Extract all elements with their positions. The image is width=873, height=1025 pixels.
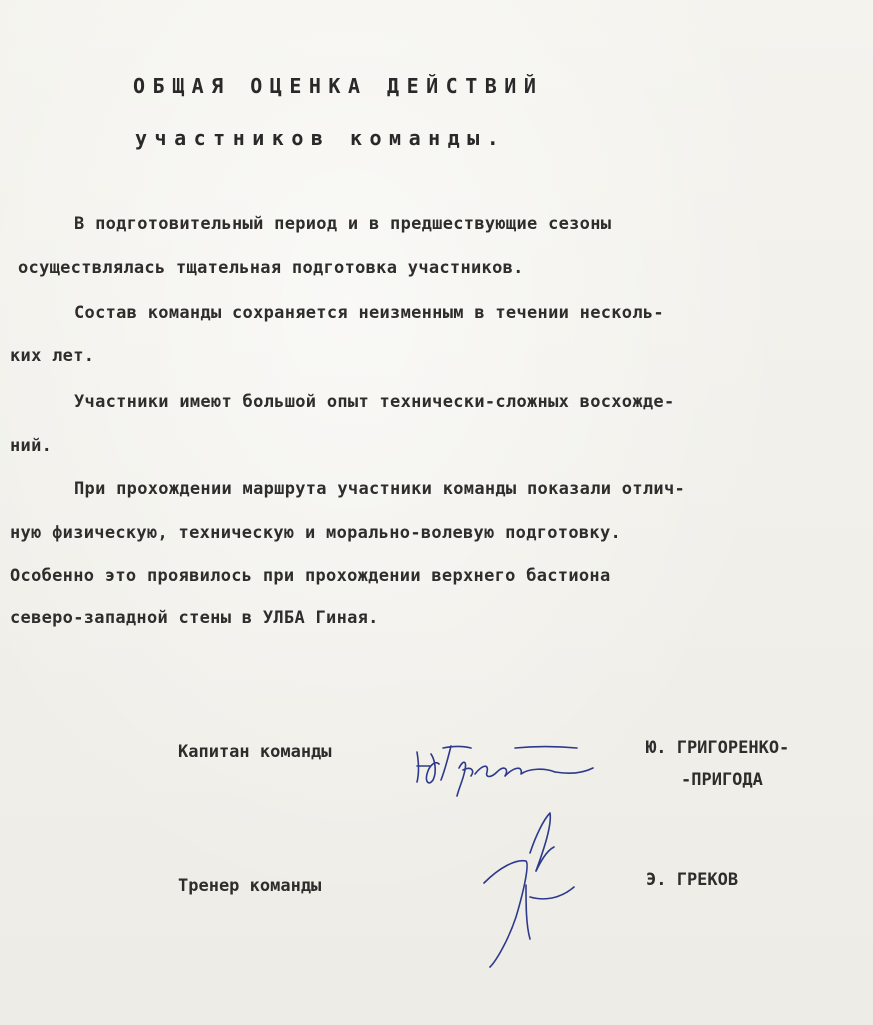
- body-line: осуществлялась тщательная подготовка участников.: [18, 258, 524, 278]
- document-title-line-2: участников команды.: [135, 126, 507, 150]
- body-line: ний.: [10, 436, 53, 456]
- captain-name-line-1: Ю. ГРИГОРЕНКО-: [646, 738, 790, 758]
- body-line: Состав команды сохраняется неизменным в течении несколь-: [74, 303, 664, 323]
- body-line: Участники имеют большой опыт технически-сложных восхожде-: [74, 392, 675, 412]
- body-line: При прохождении маршрута участники команды показали отлич-: [74, 479, 686, 499]
- body-line: Особенно это проявилось при прохождении верхнего бастиона: [10, 566, 611, 586]
- trainer-signature: [470, 805, 600, 975]
- body-line: ких лет.: [10, 346, 95, 366]
- captain-label: Капитан команды: [178, 742, 332, 762]
- body-line: ную физическую, техническую и морально-волевую подготовку.: [10, 523, 622, 543]
- trainer-label: Тренер команды: [178, 876, 322, 896]
- trainer-name: Э. ГРЕКОВ: [646, 870, 739, 890]
- captain-name-line-2: -ПРИГОДА: [681, 770, 763, 790]
- document-title-line-1: ОБЩАЯ ОЦЕНКА ДЕЙСТВИЙ: [133, 74, 544, 98]
- body-line: В подготовительный период и в предшествующие сезоны: [74, 214, 612, 234]
- body-line: северо-западной стены в УЛБА Гиная.: [10, 608, 379, 628]
